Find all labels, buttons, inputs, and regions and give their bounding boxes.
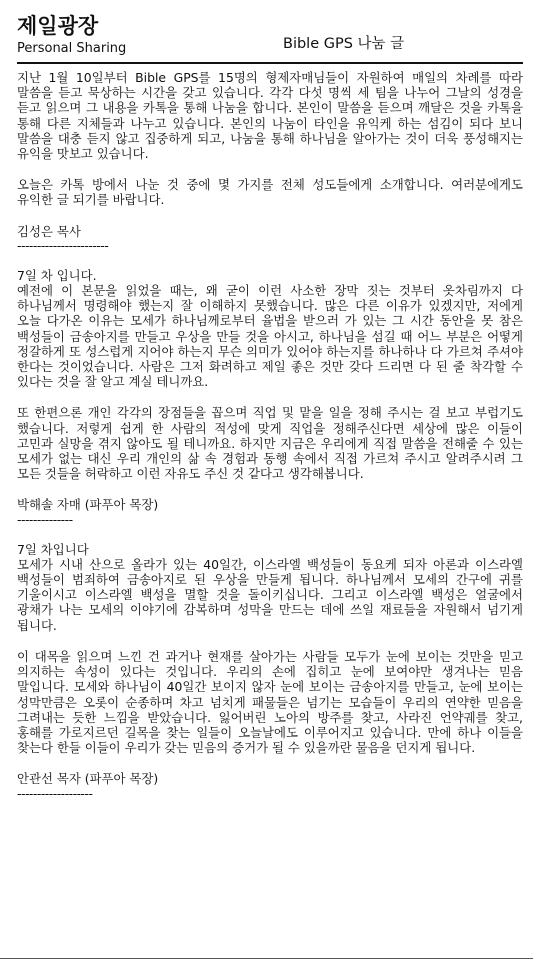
- bottom-rule: [0, 958, 533, 959]
- section-title: 7일 차 입니다.: [17, 267, 97, 283]
- author-signature: 안관선 목자 (파푸아 목장): [17, 771, 159, 787]
- article-title: Bible GPS 나눔 글: [283, 36, 405, 52]
- signature-divider: -------------------: [17, 785, 93, 801]
- section-title: 7일 차입니다: [17, 541, 89, 557]
- intro-paragraph: 오늘은 카톡 방에서 나눈 것 중에 몇 가지를 전체 성도들에게 소개합니다. 여러분에게도 유익한 글 되기를 바랍니다.: [17, 177, 523, 208]
- section-paragraph: 이 대목을 읽으며 느낀 건 과거나 현재를 살아가는 사람들 모두가 눈에 보이는 것만을 믿고 의지하는 속성이 있다는 것입니다. 우리의 손에 집히고 눈에 보여야만 생겨나는 믿음 말입니다. 모세와 하나님이 40일간 보이지 않자 눈에 보이는 금송아지를 만들고, 눈에 보이는 성막만큼은 오롯이 순종하며 차고 넘치게 패물들은 넘기는 모습들이 우리의 연약한 믿음을 그려내는 듯한 느낌을 받았습니다. 잃어버린 노아의 방주를 찾고, 사라진 언약궤를 찾고, 홍해를 가로지르던 길목을 찾는 일들이 오늘날에도 이루어지고 있습니다. 만에 하나 이들을 찾는다 한들 이들이 우리가 갖는 믿음의 증거가 될 수 있을까란 물음을 던지게 됩니다.: [17, 648, 523, 756]
- page: [17, 0, 523, 816]
- section-paragraph: 모세가 시내 산으로 올라가 있는 40일간, 이스라엘 백성들이 동요케 되자 아론과 이스라엘 백성들이 범죄하여 금송아지로 된 우상을 만들게 됩니다. 하나님께서 모세의 간구에 귀를 기울이시고 이스라엘 백성을 멸할 것을 돌이키십니다. 그리고 이스라엘 백성은 얼굴에서 광채가 나는 모세의 이야기에 감복하며 성막을 만드는 데에 쓰일 재료들을 자원해서 넘기게 됩니다.: [17, 556, 523, 633]
- brand-subtitle: Personal Sharing: [17, 41, 127, 56]
- brand-title: 제일광장: [17, 14, 99, 38]
- section-paragraph: 예전에 이 본문을 읽었을 때는, 왜 굳이 이런 사소한 장막 짓는 것부터 옷차림까지 다 하나님께서 명령해야 했는지 잘 이해하지 못했습니다. 많은 다른 이유가 있겠지만, 저에게 오늘 다가온 이유는 모세가 하나님께로부터 율법을 받으러 가 있는 그 시간 동안을 못 참은 백성들이 금송아지를 만들고 우상을 만들 것을 아시고, 하나님을 섬길 때 어느 부분은 어떻게 정갈하게 또 성스럽게 지어야 하는지 무슨 의미가 있어야 하는지를 하나하나 다 가르쳐 주셔야 한다는 것이었습니다. 사람은 그저 화려하고 제일 좋은 것만 갖다 드리면 다 된 줄 착각할 수 있다는 것을 잘 알고 계실 테니까요.: [17, 283, 523, 390]
- section-paragraph: 또 한편으론 개인 각각의 장점들을 꼽으며 직업 및 맡을 일을 정해 주시는 걸 보고 부럽기도 했습니다. 저렇게 쉽게 한 사람의 적성에 맞게 직업을 정해주신다면 세상에 많은 이들이 고민과 실망을 겪지 않아도 될 테니까요. 하지만 지금은 우리에게 직접 말씀을 전해줄 수 있는 모세가 없는 대신 우리 개인의 삶 속 경험과 동행 속에서 직접 가르쳐 주시고 알려주시려 그 모든 것들을 허락하고 이런 자유도 주신 것 같다고 생각해봅니다.: [17, 405, 523, 482]
- author-signature: 김성은 목사: [17, 223, 81, 239]
- signature-divider: --------------: [17, 511, 73, 527]
- author-signature: 박해솔 자매 (파푸아 목장): [17, 497, 159, 513]
- signature-divider: -----------------------: [17, 237, 109, 253]
- intro-paragraph: 지난 1월 10일부터 Bible GPS를 15명의 형제자매님들이 자원하여 매일의 차례를 따라 말씀을 듣고 묵상하는 시간을 갖고 있습니다. 각각 다섯 명씩 세 팀을 나누어 그날의 성경을 듣고 읽으며 그 내용을 카톡을 통해 나눔을 합니다. 본인이 말씀을 듣으며 깨달은 것을 카톡을 통해 다른 지체들과 나누고 있습니다. 본인의 나눔이 타인을 유익케 하는 섬김이 되다 보니 말씀을 대충 듣지 않고 집중하게 되고, 나눔을 통해 하나님을 알아가는 것이 더욱 풍성해지는 유익을 맛보고 있습니다.: [17, 70, 523, 162]
- article-body: [17, 64, 523, 800]
- header: [17, 0, 523, 64]
